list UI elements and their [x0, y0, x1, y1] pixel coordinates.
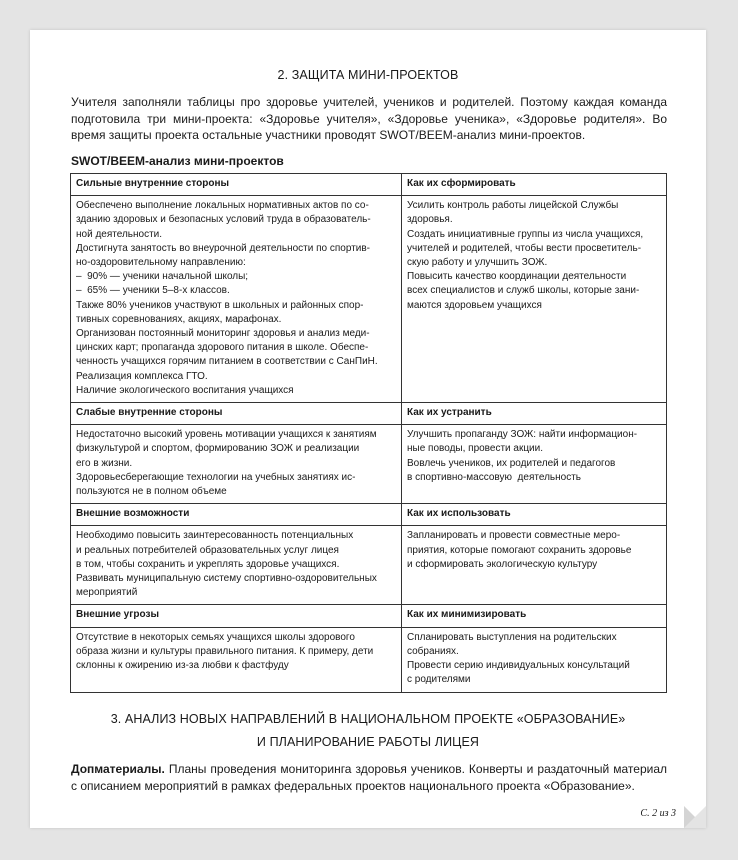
- swot-text-line: Необходимо повысить заинтересованность потенциальных: [76, 530, 354, 542]
- materials-lead-label: Допматериалы.: [71, 762, 165, 776]
- swot-text-line: Обеспечено выполнение локальных нормативных актов по со-: [76, 200, 369, 212]
- swot-text-line: Отсутствие в некоторых семьях учащихся школы здорового: [76, 631, 355, 643]
- swot-text-line: учителей и родителей, чтобы вести просветитель-: [407, 242, 642, 254]
- swot-category-header: Сильные внутренние стороны: [71, 174, 402, 196]
- page-fold-shadow: [684, 806, 706, 828]
- swot-category-header: Внешние угрозы: [71, 605, 402, 627]
- swot-text-line: Организован постоянный мониторинг здоровья и анализ меди-: [76, 328, 370, 340]
- swot-header-row: [71, 605, 667, 627]
- swot-text-line: физкультурой и спортом, формированию ЗОЖ и реализации: [76, 443, 360, 455]
- swot-text-line: Также 80% учеников участвуют в школьных и районных спор-: [76, 299, 364, 311]
- swot-content-row: [71, 425, 667, 504]
- section-3-heading-line-2: И ПЛАНИРОВАНИЕ РАБОТЫ ЛИЦЕЯ: [256, 735, 480, 749]
- section-3-materials: [71, 761, 667, 794]
- swot-text-line: Повысить качество координации деятельности: [407, 271, 627, 283]
- swot-action-content: [402, 196, 667, 403]
- swot-category-content: [71, 526, 402, 605]
- swot-text-line: маются здоровьем учащихся: [407, 299, 542, 311]
- swot-category-content: [71, 627, 402, 692]
- swot-text-line: но-оздоровительному направлению:: [76, 257, 246, 269]
- swot-text-line: Усилить контроль работы лицейской Службы: [407, 200, 619, 212]
- swot-text-line: цинских карт; пропаганда здорового питания в школе. Обеспе-: [76, 342, 369, 354]
- section-3-heading-line-1: 3. АНАЛИЗ НОВЫХ НАПРАВЛЕНИЙ В НАЦИОНАЛЬНОМ ПРОЕКТЕ «ОБРАЗОВАНИЕ»: [110, 712, 626, 726]
- swot-text-line: приятия, которые помогают сохранить здоровье: [407, 544, 632, 556]
- swot-header-row: [71, 174, 667, 196]
- swot-action-header: Как их минимизировать: [402, 605, 667, 627]
- swot-text-line: мероприятий: [76, 587, 138, 599]
- swot-text-line: Достигнута занятость во внеурочной деятельности по спортив-: [76, 242, 371, 254]
- swot-header-row: [71, 504, 667, 526]
- swot-text-line: Спланировать выступления на родительских: [407, 631, 617, 643]
- swot-text-line: Реализация комплекса ГТО.: [76, 370, 208, 382]
- swot-text-line: ченность учащихся горячим питанием в соответствии с СанПиН.: [76, 356, 378, 368]
- swot-text-line: пользуются не в полном объеме: [76, 486, 227, 498]
- swot-text-line: в спортивно-массовую деятельность: [407, 471, 581, 483]
- swot-table: [70, 173, 667, 693]
- swot-text-line: тивных соревнованиях, акциях, марафонах.: [76, 313, 282, 325]
- swot-text-line: – 65% — ученики 5–8-х классов.: [76, 285, 230, 297]
- swot-text-line: Создать инициативные группы из числа учащихся,: [407, 228, 644, 240]
- swot-text-line: собраниях.: [407, 645, 459, 657]
- page-number: С. 2 из 3: [640, 808, 676, 819]
- swot-text-line: Улучшить пропаганду ЗОЖ: найти информацион-: [407, 429, 638, 441]
- swot-text-line: ной деятельности.: [76, 228, 163, 240]
- swot-table-title: SWOT/BEEM-анализ мини-проектов: [71, 154, 284, 168]
- swot-action-content: [402, 627, 667, 692]
- swot-text-line: Наличие экологического воспитания учащихся: [76, 384, 294, 396]
- swot-text-line: склонны к ожирению из-за любви к фастфуду: [76, 660, 289, 672]
- document-page: [30, 30, 706, 828]
- swot-category-header: Внешние возможности: [71, 504, 402, 526]
- swot-text-line: здоровья.: [407, 214, 453, 226]
- swot-text-line: и сформировать экологическую культуру: [407, 558, 598, 570]
- swot-text-line: Недостаточно высокий уровень мотивации учащихся к занятиям: [76, 429, 377, 441]
- swot-text-line: всех специалистов и служб школы, которые зани-: [407, 285, 640, 297]
- swot-text-line: в том, чтобы сохранить и укреплять здоровье учащихся.: [76, 558, 340, 570]
- swot-text-line: Вовлечь учеников, их родителей и педагогов: [407, 457, 616, 469]
- swot-action-header: Как их устранить: [402, 403, 667, 425]
- materials-text: Планы проведения мониторинга здоровья учеников. Конверты и раздаточный материал с описанием мероприятий в рамках федеральных проектов национального проекта «Образование».: [71, 762, 667, 793]
- swot-action-header: Как их сформировать: [402, 174, 667, 196]
- swot-text-line: зданию здоровых и безопасных условий труда в образователь-: [76, 214, 371, 226]
- swot-header-row: [71, 403, 667, 425]
- swot-action-content: [402, 526, 667, 605]
- swot-category-header: Слабые внутренние стороны: [71, 403, 402, 425]
- swot-text-line: и реальных потребителей образовательных услуг лицея: [76, 544, 339, 556]
- section-2-intro: Учителя заполняли таблицы про здоровье учителей, учеников и родителей. Поэтому каждая команда подготовила три мини-проекта: «Здоровье учителя», «Здоровье ученика», «Здоровье родителя». Во время защиты проекта остальные участники проводят SWOT/BEEM-анализ мини-проектов.: [71, 95, 667, 142]
- swot-text-line: образа жизни и культуры правильного питания. К примеру, дети: [76, 645, 374, 657]
- swot-text-line: с родителями: [407, 674, 471, 686]
- swot-text-line: скую работу и улучшить ЗОЖ.: [407, 257, 548, 269]
- swot-category-content: [71, 196, 402, 403]
- swot-content-row: [71, 627, 667, 692]
- swot-category-content: [71, 425, 402, 504]
- swot-text-line: его в жизни.: [76, 457, 133, 469]
- section-2-heading: 2. ЗАЩИТА МИНИ-ПРОЕКТОВ: [277, 68, 459, 82]
- swot-text-line: Развивать муниципальную систему спортивно-оздоровительных: [76, 573, 377, 585]
- swot-text-line: Здоровьесберегающие технологии на учебных занятиях ис-: [76, 471, 356, 483]
- swot-content-row: [71, 526, 667, 605]
- swot-text-line: – 90% — ученики начальной школы;: [76, 271, 249, 283]
- swot-text-line: Провести серию индивидуальных консультаций: [407, 660, 630, 672]
- swot-action-content: [402, 425, 667, 504]
- swot-action-header: Как их использовать: [402, 504, 667, 526]
- swot-content-row: [71, 196, 667, 403]
- swot-text-line: ные поводы, провести акции.: [407, 443, 544, 455]
- swot-text-line: Запланировать и провести совместные меро-: [407, 530, 621, 542]
